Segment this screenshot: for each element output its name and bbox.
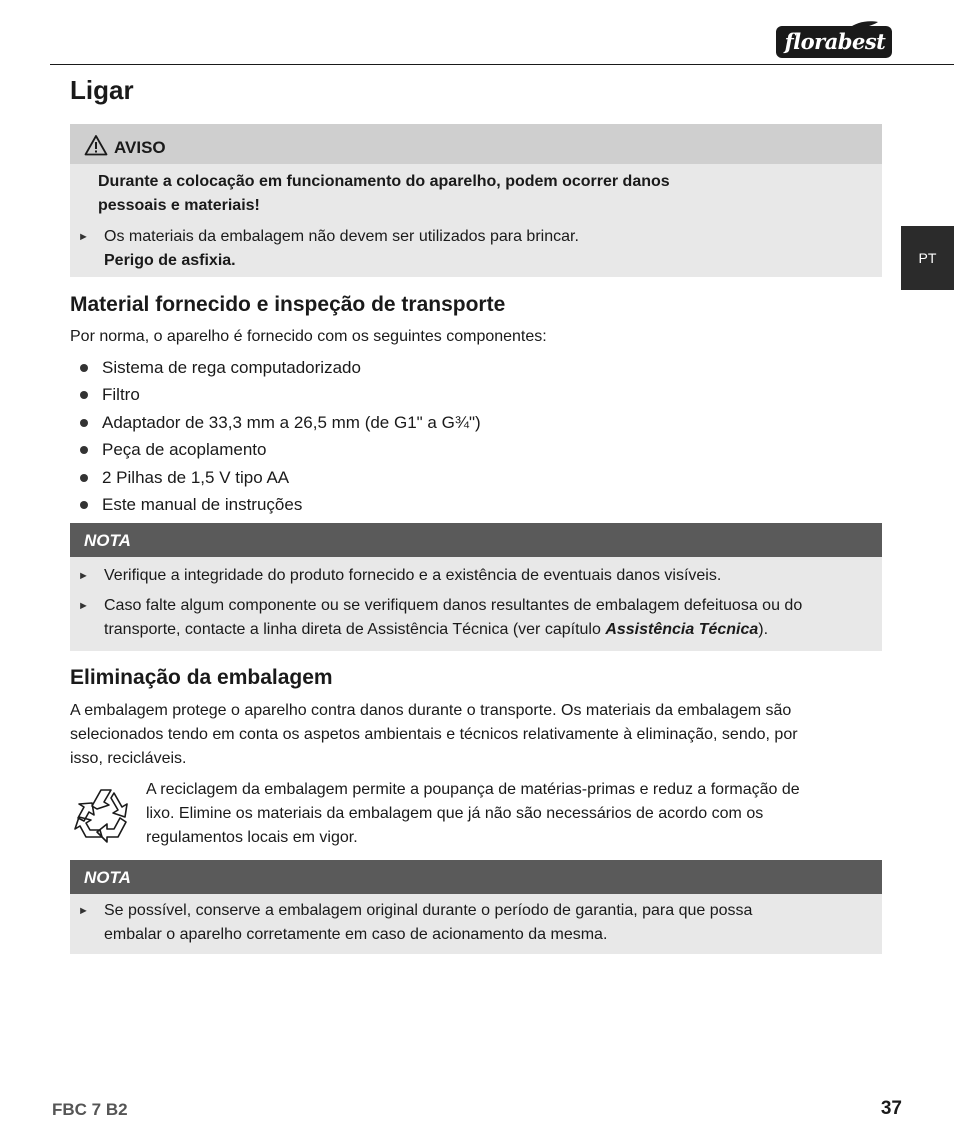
list-item-text: Filtro	[102, 385, 140, 405]
page-title: Ligar	[70, 75, 134, 105]
note-2-line-2: embalar o aparelho corretamente em caso de acionamento da mesma.	[104, 926, 608, 943]
warning-triangle-icon	[84, 134, 108, 156]
bullet-icon	[80, 419, 88, 427]
recycle-line-1: A reciclagem da embalagem permite a poupança de matérias-primas e reduz a formação de	[146, 781, 800, 798]
note-box-2	[70, 860, 882, 954]
note-header-2	[70, 860, 882, 894]
warning-item-text: Os materiais da embalagem não devem ser utilizados para brincar.	[104, 228, 579, 245]
list-item	[70, 436, 481, 463]
note-1-item-2-start: transporte, contacte a linha direta de Assistência Técnica (ver capítulo	[104, 621, 606, 638]
warning-item-bold: Perigo de asfixia.	[104, 252, 236, 269]
section-heading-delivery: Material fornecido e inspeção de transporte	[70, 293, 506, 316]
note-1-item-1	[78, 564, 874, 588]
list-item	[70, 354, 481, 381]
recycle-text	[146, 778, 882, 850]
arrow-bullet-icon: ►	[78, 600, 89, 612]
bullet-icon	[80, 474, 88, 482]
note-1-item-2-line-2	[104, 618, 874, 642]
note-1-item-1-text: Verifique a integridade do produto fornecido e a existência de eventuais danos visíveis.	[104, 567, 722, 584]
warning-bold-line-2: pessoais e materiais!	[98, 197, 260, 214]
warning-label: AVISO	[114, 138, 166, 157]
list-item-text: Sistema de rega computadorizado	[102, 358, 361, 377]
delivery-list	[70, 354, 481, 518]
recycle-line-3: regulamentos locais em vigor.	[146, 829, 358, 846]
header-rule	[50, 64, 954, 65]
note-label-1: NOTA	[84, 531, 131, 550]
note-1-item-2-end: ).	[758, 621, 769, 638]
note-label-2: NOTA	[84, 868, 131, 887]
footer-model: FBC 7 B2	[52, 1100, 128, 1119]
section-heading-disposal: Eliminação da embalagem	[70, 666, 333, 689]
chapter-reference: Assistência Técnica	[605, 621, 759, 638]
logo-text: florabest	[784, 29, 886, 54]
disposal-paragraph	[70, 699, 882, 771]
disposal-line-3: isso, recicláveis.	[70, 750, 187, 767]
warning-bold-text	[98, 170, 868, 218]
list-item-text: Adaptador de 33,3 mm a 26,5 mm (de G1" a G¾")	[102, 412, 481, 432]
list-item	[70, 491, 481, 518]
brand-logo	[776, 20, 892, 58]
arrow-bullet-icon: ►	[78, 570, 89, 582]
delivery-intro: Por norma, o aparelho é fornecido com os seguintes componentes:	[70, 328, 547, 345]
bullet-icon	[80, 446, 88, 454]
list-item	[70, 381, 481, 408]
warning-box	[70, 124, 882, 277]
arrow-bullet-icon: ►	[78, 905, 89, 917]
note-1-item-2-line-1: Caso falte algum componente ou se verifiquem danos resultantes de embalagem defeituosa ou do	[104, 597, 803, 614]
warning-list-item	[78, 225, 874, 273]
bullet-icon	[80, 501, 88, 509]
bullet-icon	[80, 391, 88, 399]
list-item	[70, 409, 481, 436]
page-number: 37	[880, 1098, 902, 1119]
arrow-bullet-icon: ►	[78, 231, 89, 243]
list-item-text: 2 Pilhas de 1,5 V tipo AA	[102, 467, 290, 487]
note-2-line-1: Se possível, conserve a embalagem original durante o período de garantia, para que possa	[104, 902, 753, 919]
bullet-icon	[80, 364, 88, 372]
note-box-1	[70, 523, 882, 651]
recycle-line-2: lixo. Elimine os materiais da embalagem que já não são necessários de acordo com os	[146, 805, 764, 822]
disposal-line-2: selecionados tendo em conta os aspetos ambientais e técnicos relativamente à eliminação, sendo, por	[70, 726, 798, 743]
recycle-icon	[70, 780, 140, 848]
language-tab: PT	[901, 226, 954, 290]
disposal-line-1: A embalagem protege o aparelho contra danos durante o transporte. Os materiais da embalagem são	[70, 702, 792, 719]
note-2-item	[78, 899, 874, 947]
note-header-1	[70, 523, 882, 557]
note-1-item-2	[78, 594, 874, 642]
list-item	[70, 464, 481, 491]
list-item-text: Peça de acoplamento	[102, 440, 267, 460]
list-item-text: Este manual de instruções	[102, 494, 303, 514]
warning-bold-line-1: Durante a colocação em funcionamento do aparelho, podem ocorrer danos	[98, 173, 670, 190]
warning-header	[70, 124, 882, 164]
